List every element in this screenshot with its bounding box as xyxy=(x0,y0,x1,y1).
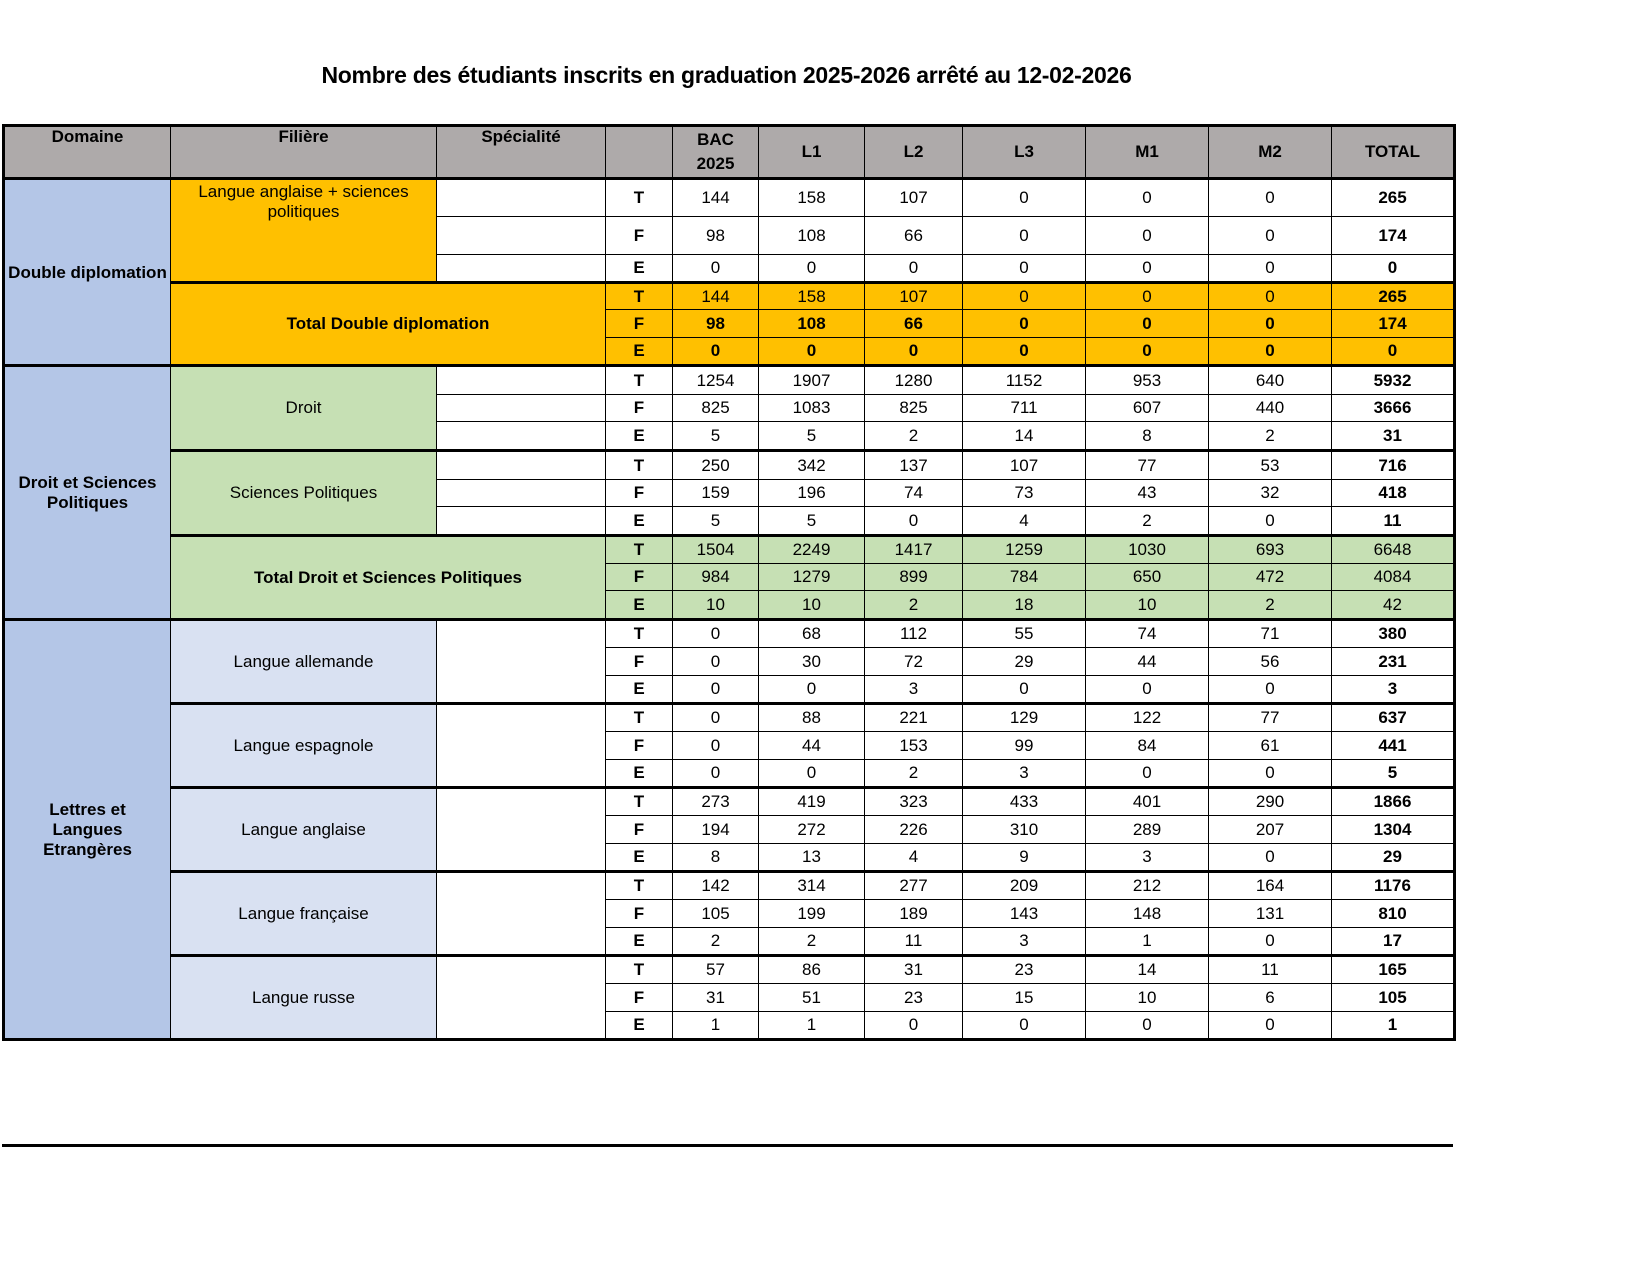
filiere-cell: Langue anglaise + sciences politiques xyxy=(171,179,437,283)
value-cell: 105 xyxy=(673,900,759,928)
row-total-cell: 42 xyxy=(1332,591,1455,620)
header-m2: M2 xyxy=(1209,126,1332,179)
value-cell: 0 xyxy=(1209,928,1332,956)
row-type-label: F xyxy=(606,816,673,844)
value-cell: 55 xyxy=(963,620,1086,648)
value-cell: 74 xyxy=(865,480,963,507)
specialite-cell xyxy=(437,507,606,536)
row-type-label: T xyxy=(606,620,673,648)
header-specialite: Spécialité xyxy=(437,126,606,179)
row-type-label: T xyxy=(606,283,673,310)
value-cell: 0 xyxy=(1086,310,1209,338)
value-cell: 693 xyxy=(1209,536,1332,564)
row-total-cell: 441 xyxy=(1332,732,1455,760)
filiere-cell: Langue russe xyxy=(171,956,437,1040)
value-cell: 73 xyxy=(963,480,1086,507)
bottom-rule-divider xyxy=(2,1144,1453,1147)
value-cell: 650 xyxy=(1086,564,1209,591)
value-cell: 0 xyxy=(673,648,759,676)
value-cell: 209 xyxy=(963,872,1086,900)
header-row xyxy=(4,126,1455,179)
row-type-label: F xyxy=(606,564,673,591)
header-l2: L2 xyxy=(865,126,963,179)
value-cell: 51 xyxy=(759,984,865,1012)
row-type-label: E xyxy=(606,338,673,366)
value-cell: 56 xyxy=(1209,648,1332,676)
specialite-cell xyxy=(437,704,606,788)
value-cell: 0 xyxy=(1209,676,1332,704)
row-type-label: E xyxy=(606,760,673,788)
value-cell: 825 xyxy=(865,395,963,422)
value-cell: 323 xyxy=(865,788,963,816)
value-cell: 13 xyxy=(759,844,865,872)
value-cell: 5 xyxy=(673,422,759,451)
filiere-cell: Sciences Politiques xyxy=(171,451,437,536)
value-cell: 419 xyxy=(759,788,865,816)
value-cell: 1 xyxy=(1086,928,1209,956)
row-total-cell: 29 xyxy=(1332,844,1455,872)
value-cell: 194 xyxy=(673,816,759,844)
row-type-label: F xyxy=(606,217,673,255)
value-cell: 5 xyxy=(759,422,865,451)
row-type-label: F xyxy=(606,395,673,422)
value-cell: 1152 xyxy=(963,366,1086,395)
value-cell: 0 xyxy=(865,507,963,536)
value-cell: 199 xyxy=(759,900,865,928)
row-type-label: T xyxy=(606,179,673,217)
row-total-cell: 17 xyxy=(1332,928,1455,956)
value-cell: 0 xyxy=(1209,760,1332,788)
value-cell: 4 xyxy=(865,844,963,872)
row-type-label: T xyxy=(606,536,673,564)
value-cell: 57 xyxy=(673,956,759,984)
value-cell: 137 xyxy=(865,451,963,480)
value-cell: 984 xyxy=(673,564,759,591)
value-cell: 44 xyxy=(759,732,865,760)
table-row xyxy=(4,620,1455,648)
table-row xyxy=(4,451,1455,480)
domaine-cell: Lettres et Langues Etrangères xyxy=(4,620,171,1040)
row-total-cell: 1176 xyxy=(1332,872,1455,900)
total-row xyxy=(4,536,1455,564)
row-type-label: T xyxy=(606,956,673,984)
page-title: Nombre des étudiants inscrits en graduation 2025-2026 arrêté au 12-02-2026 xyxy=(321,62,1132,88)
value-cell: 272 xyxy=(759,816,865,844)
row-total-cell: 11 xyxy=(1332,507,1455,536)
row-total-cell: 174 xyxy=(1332,217,1455,255)
value-cell: 2 xyxy=(865,591,963,620)
value-cell: 207 xyxy=(1209,816,1332,844)
value-cell: 0 xyxy=(1209,217,1332,255)
row-total-cell: 0 xyxy=(1332,255,1455,283)
row-total-cell: 6648 xyxy=(1332,536,1455,564)
value-cell: 289 xyxy=(1086,816,1209,844)
header-l1: L1 xyxy=(759,126,865,179)
specialite-cell xyxy=(437,872,606,956)
header-total: TOTAL xyxy=(1332,126,1455,179)
value-cell: 23 xyxy=(963,956,1086,984)
row-type-label: F xyxy=(606,984,673,1012)
value-cell: 953 xyxy=(1086,366,1209,395)
table-row xyxy=(4,872,1455,900)
value-cell: 0 xyxy=(673,620,759,648)
value-cell: 8 xyxy=(673,844,759,872)
header-domaine: Domaine xyxy=(4,126,171,179)
value-cell: 10 xyxy=(673,591,759,620)
value-cell: 226 xyxy=(865,816,963,844)
value-cell: 43 xyxy=(1086,480,1209,507)
row-total-cell: 174 xyxy=(1332,310,1455,338)
value-cell: 107 xyxy=(963,451,1086,480)
value-cell: 86 xyxy=(759,956,865,984)
value-cell: 0 xyxy=(759,338,865,366)
value-cell: 0 xyxy=(1209,283,1332,310)
specialite-cell xyxy=(437,956,606,1040)
value-cell: 1279 xyxy=(759,564,865,591)
row-total-cell: 265 xyxy=(1332,283,1455,310)
value-cell: 0 xyxy=(673,676,759,704)
value-cell: 0 xyxy=(1086,760,1209,788)
value-cell: 0 xyxy=(963,310,1086,338)
row-total-cell: 5 xyxy=(1332,760,1455,788)
table-row xyxy=(4,956,1455,984)
value-cell: 0 xyxy=(963,283,1086,310)
specialite-cell xyxy=(437,395,606,422)
value-cell: 0 xyxy=(1209,338,1332,366)
row-type-label: E xyxy=(606,591,673,620)
row-type-label: E xyxy=(606,422,673,451)
value-cell: 3 xyxy=(1086,844,1209,872)
value-cell: 29 xyxy=(963,648,1086,676)
value-cell: 10 xyxy=(759,591,865,620)
value-cell: 2 xyxy=(865,422,963,451)
value-cell: 1 xyxy=(759,1012,865,1040)
value-cell: 314 xyxy=(759,872,865,900)
value-cell: 61 xyxy=(1209,732,1332,760)
value-cell: 711 xyxy=(963,395,1086,422)
specialite-cell xyxy=(437,366,606,395)
value-cell: 18 xyxy=(963,591,1086,620)
specialite-cell xyxy=(437,788,606,872)
table-row xyxy=(4,366,1455,395)
value-cell: 6 xyxy=(1209,984,1332,1012)
specialite-cell xyxy=(437,179,606,217)
value-cell: 0 xyxy=(1209,507,1332,536)
value-cell: 0 xyxy=(759,255,865,283)
header-bac-label: BAC 2025 xyxy=(696,130,735,173)
row-total-cell: 265 xyxy=(1332,179,1455,217)
value-cell: 144 xyxy=(673,283,759,310)
value-cell: 2 xyxy=(1209,591,1332,620)
value-cell: 1254 xyxy=(673,366,759,395)
value-cell: 0 xyxy=(865,255,963,283)
value-cell: 108 xyxy=(759,217,865,255)
value-cell: 0 xyxy=(963,255,1086,283)
row-type-label: T xyxy=(606,451,673,480)
value-cell: 196 xyxy=(759,480,865,507)
value-cell: 142 xyxy=(673,872,759,900)
value-cell: 107 xyxy=(865,283,963,310)
row-total-cell: 637 xyxy=(1332,704,1455,732)
value-cell: 0 xyxy=(1209,844,1332,872)
specialite-cell xyxy=(437,422,606,451)
table-row xyxy=(4,788,1455,816)
value-cell: 131 xyxy=(1209,900,1332,928)
value-cell: 0 xyxy=(673,732,759,760)
row-total-cell: 716 xyxy=(1332,451,1455,480)
domain-total-label: Total Droit et Sciences Politiques xyxy=(171,536,606,620)
table-row xyxy=(4,179,1455,217)
value-cell: 71 xyxy=(1209,620,1332,648)
row-type-label: T xyxy=(606,788,673,816)
value-cell: 2 xyxy=(1086,507,1209,536)
row-type-label: T xyxy=(606,872,673,900)
value-cell: 77 xyxy=(1086,451,1209,480)
row-total-cell: 1866 xyxy=(1332,788,1455,816)
row-type-label: F xyxy=(606,732,673,760)
value-cell: 158 xyxy=(759,179,865,217)
value-cell: 0 xyxy=(1209,179,1332,217)
value-cell: 1907 xyxy=(759,366,865,395)
value-cell: 0 xyxy=(963,676,1086,704)
value-cell: 640 xyxy=(1209,366,1332,395)
value-cell: 0 xyxy=(1086,283,1209,310)
value-cell: 2 xyxy=(1209,422,1332,451)
value-cell: 433 xyxy=(963,788,1086,816)
value-cell: 0 xyxy=(1086,338,1209,366)
value-cell: 607 xyxy=(1086,395,1209,422)
value-cell: 0 xyxy=(673,338,759,366)
row-type-label: E xyxy=(606,676,673,704)
row-type-label: E xyxy=(606,507,673,536)
value-cell: 0 xyxy=(1086,217,1209,255)
value-cell: 14 xyxy=(963,422,1086,451)
value-cell: 99 xyxy=(963,732,1086,760)
value-cell: 44 xyxy=(1086,648,1209,676)
row-total-cell: 31 xyxy=(1332,422,1455,451)
value-cell: 2 xyxy=(673,928,759,956)
filiere-cell: Langue anglaise xyxy=(171,788,437,872)
value-cell: 1083 xyxy=(759,395,865,422)
specialite-cell xyxy=(437,451,606,480)
value-cell: 122 xyxy=(1086,704,1209,732)
value-cell: 0 xyxy=(1086,1012,1209,1040)
value-cell: 1 xyxy=(673,1012,759,1040)
value-cell: 159 xyxy=(673,480,759,507)
row-total-cell: 1304 xyxy=(1332,816,1455,844)
value-cell: 0 xyxy=(1209,255,1332,283)
value-cell: 164 xyxy=(1209,872,1332,900)
value-cell: 342 xyxy=(759,451,865,480)
value-cell: 9 xyxy=(963,844,1086,872)
value-cell: 0 xyxy=(1209,310,1332,338)
value-cell: 158 xyxy=(759,283,865,310)
table-body xyxy=(4,179,1455,1040)
value-cell: 401 xyxy=(1086,788,1209,816)
value-cell: 0 xyxy=(865,1012,963,1040)
row-total-cell: 3666 xyxy=(1332,395,1455,422)
value-cell: 0 xyxy=(673,704,759,732)
header-m1: M1 xyxy=(1086,126,1209,179)
value-cell: 31 xyxy=(865,956,963,984)
value-cell: 66 xyxy=(865,310,963,338)
value-cell: 273 xyxy=(673,788,759,816)
total-row xyxy=(4,283,1455,310)
value-cell: 472 xyxy=(1209,564,1332,591)
filiere-cell: Langue allemande xyxy=(171,620,437,704)
value-cell: 143 xyxy=(963,900,1086,928)
value-cell: 98 xyxy=(673,310,759,338)
value-cell: 15 xyxy=(963,984,1086,1012)
value-cell: 10 xyxy=(1086,984,1209,1012)
row-total-cell: 4084 xyxy=(1332,564,1455,591)
value-cell: 2 xyxy=(759,928,865,956)
domaine-cell: Droit et Sciences Politiques xyxy=(4,366,171,620)
row-total-cell: 165 xyxy=(1332,956,1455,984)
value-cell: 5 xyxy=(759,507,865,536)
value-cell: 310 xyxy=(963,816,1086,844)
value-cell: 221 xyxy=(865,704,963,732)
value-cell: 72 xyxy=(865,648,963,676)
value-cell: 11 xyxy=(865,928,963,956)
value-cell: 107 xyxy=(865,179,963,217)
value-cell: 250 xyxy=(673,451,759,480)
value-cell: 0 xyxy=(759,760,865,788)
enrollment-table xyxy=(2,124,1456,1041)
specialite-cell xyxy=(437,255,606,283)
value-cell: 98 xyxy=(673,217,759,255)
value-cell: 0 xyxy=(963,338,1086,366)
value-cell: 440 xyxy=(1209,395,1332,422)
row-type-label: E xyxy=(606,844,673,872)
row-type-label: F xyxy=(606,900,673,928)
header-type xyxy=(606,126,673,179)
value-cell: 8 xyxy=(1086,422,1209,451)
value-cell: 1280 xyxy=(865,366,963,395)
value-cell: 144 xyxy=(673,179,759,217)
row-type-label: E xyxy=(606,928,673,956)
value-cell: 11 xyxy=(1209,956,1332,984)
row-total-cell: 1 xyxy=(1332,1012,1455,1040)
value-cell: 212 xyxy=(1086,872,1209,900)
value-cell: 0 xyxy=(963,1012,1086,1040)
value-cell: 0 xyxy=(963,217,1086,255)
filiere-cell: Droit xyxy=(171,366,437,451)
value-cell: 1030 xyxy=(1086,536,1209,564)
value-cell: 0 xyxy=(1086,255,1209,283)
header-bac xyxy=(673,126,759,179)
value-cell: 88 xyxy=(759,704,865,732)
value-cell: 0 xyxy=(1209,1012,1332,1040)
value-cell: 32 xyxy=(1209,480,1332,507)
value-cell: 825 xyxy=(673,395,759,422)
value-cell: 277 xyxy=(865,872,963,900)
header-filiere: Filière xyxy=(171,126,437,179)
value-cell: 31 xyxy=(673,984,759,1012)
value-cell: 0 xyxy=(1086,179,1209,217)
specialite-cell xyxy=(437,217,606,255)
value-cell: 3 xyxy=(865,676,963,704)
value-cell: 14 xyxy=(1086,956,1209,984)
value-cell: 74 xyxy=(1086,620,1209,648)
header-l3: L3 xyxy=(963,126,1086,179)
row-total-cell: 418 xyxy=(1332,480,1455,507)
row-total-cell: 5932 xyxy=(1332,366,1455,395)
value-cell: 3 xyxy=(963,760,1086,788)
value-cell: 1417 xyxy=(865,536,963,564)
value-cell: 148 xyxy=(1086,900,1209,928)
value-cell: 23 xyxy=(865,984,963,1012)
row-total-cell: 380 xyxy=(1332,620,1455,648)
row-type-label: F xyxy=(606,310,673,338)
filiere-cell: Langue espagnole xyxy=(171,704,437,788)
value-cell: 1504 xyxy=(673,536,759,564)
value-cell: 66 xyxy=(865,217,963,255)
value-cell: 189 xyxy=(865,900,963,928)
filiere-cell: Langue française xyxy=(171,872,437,956)
value-cell: 30 xyxy=(759,648,865,676)
value-cell: 153 xyxy=(865,732,963,760)
value-cell: 53 xyxy=(1209,451,1332,480)
value-cell: 2249 xyxy=(759,536,865,564)
row-type-label: F xyxy=(606,648,673,676)
value-cell: 3 xyxy=(963,928,1086,956)
domaine-cell: Double diplomation xyxy=(4,179,171,366)
row-total-cell: 0 xyxy=(1332,338,1455,366)
domain-total-label: Total Double diplomation xyxy=(171,283,606,366)
value-cell: 68 xyxy=(759,620,865,648)
row-total-cell: 810 xyxy=(1332,900,1455,928)
value-cell: 0 xyxy=(673,255,759,283)
value-cell: 4 xyxy=(963,507,1086,536)
value-cell: 112 xyxy=(865,620,963,648)
value-cell: 10 xyxy=(1086,591,1209,620)
value-cell: 5 xyxy=(673,507,759,536)
value-cell: 129 xyxy=(963,704,1086,732)
row-total-cell: 231 xyxy=(1332,648,1455,676)
value-cell: 84 xyxy=(1086,732,1209,760)
value-cell: 784 xyxy=(963,564,1086,591)
row-type-label: E xyxy=(606,1012,673,1040)
row-total-cell: 105 xyxy=(1332,984,1455,1012)
row-total-cell: 3 xyxy=(1332,676,1455,704)
value-cell: 0 xyxy=(963,179,1086,217)
value-cell: 290 xyxy=(1209,788,1332,816)
specialite-cell xyxy=(437,620,606,704)
value-cell: 2 xyxy=(865,760,963,788)
table-row xyxy=(4,704,1455,732)
specialite-cell xyxy=(437,480,606,507)
value-cell: 899 xyxy=(865,564,963,591)
value-cell: 0 xyxy=(1086,676,1209,704)
row-type-label: F xyxy=(606,480,673,507)
value-cell: 1259 xyxy=(963,536,1086,564)
value-cell: 0 xyxy=(673,760,759,788)
value-cell: 0 xyxy=(865,338,963,366)
value-cell: 108 xyxy=(759,310,865,338)
row-type-label: T xyxy=(606,704,673,732)
value-cell: 0 xyxy=(759,676,865,704)
row-type-label: T xyxy=(606,366,673,395)
value-cell: 77 xyxy=(1209,704,1332,732)
row-type-label: E xyxy=(606,255,673,283)
